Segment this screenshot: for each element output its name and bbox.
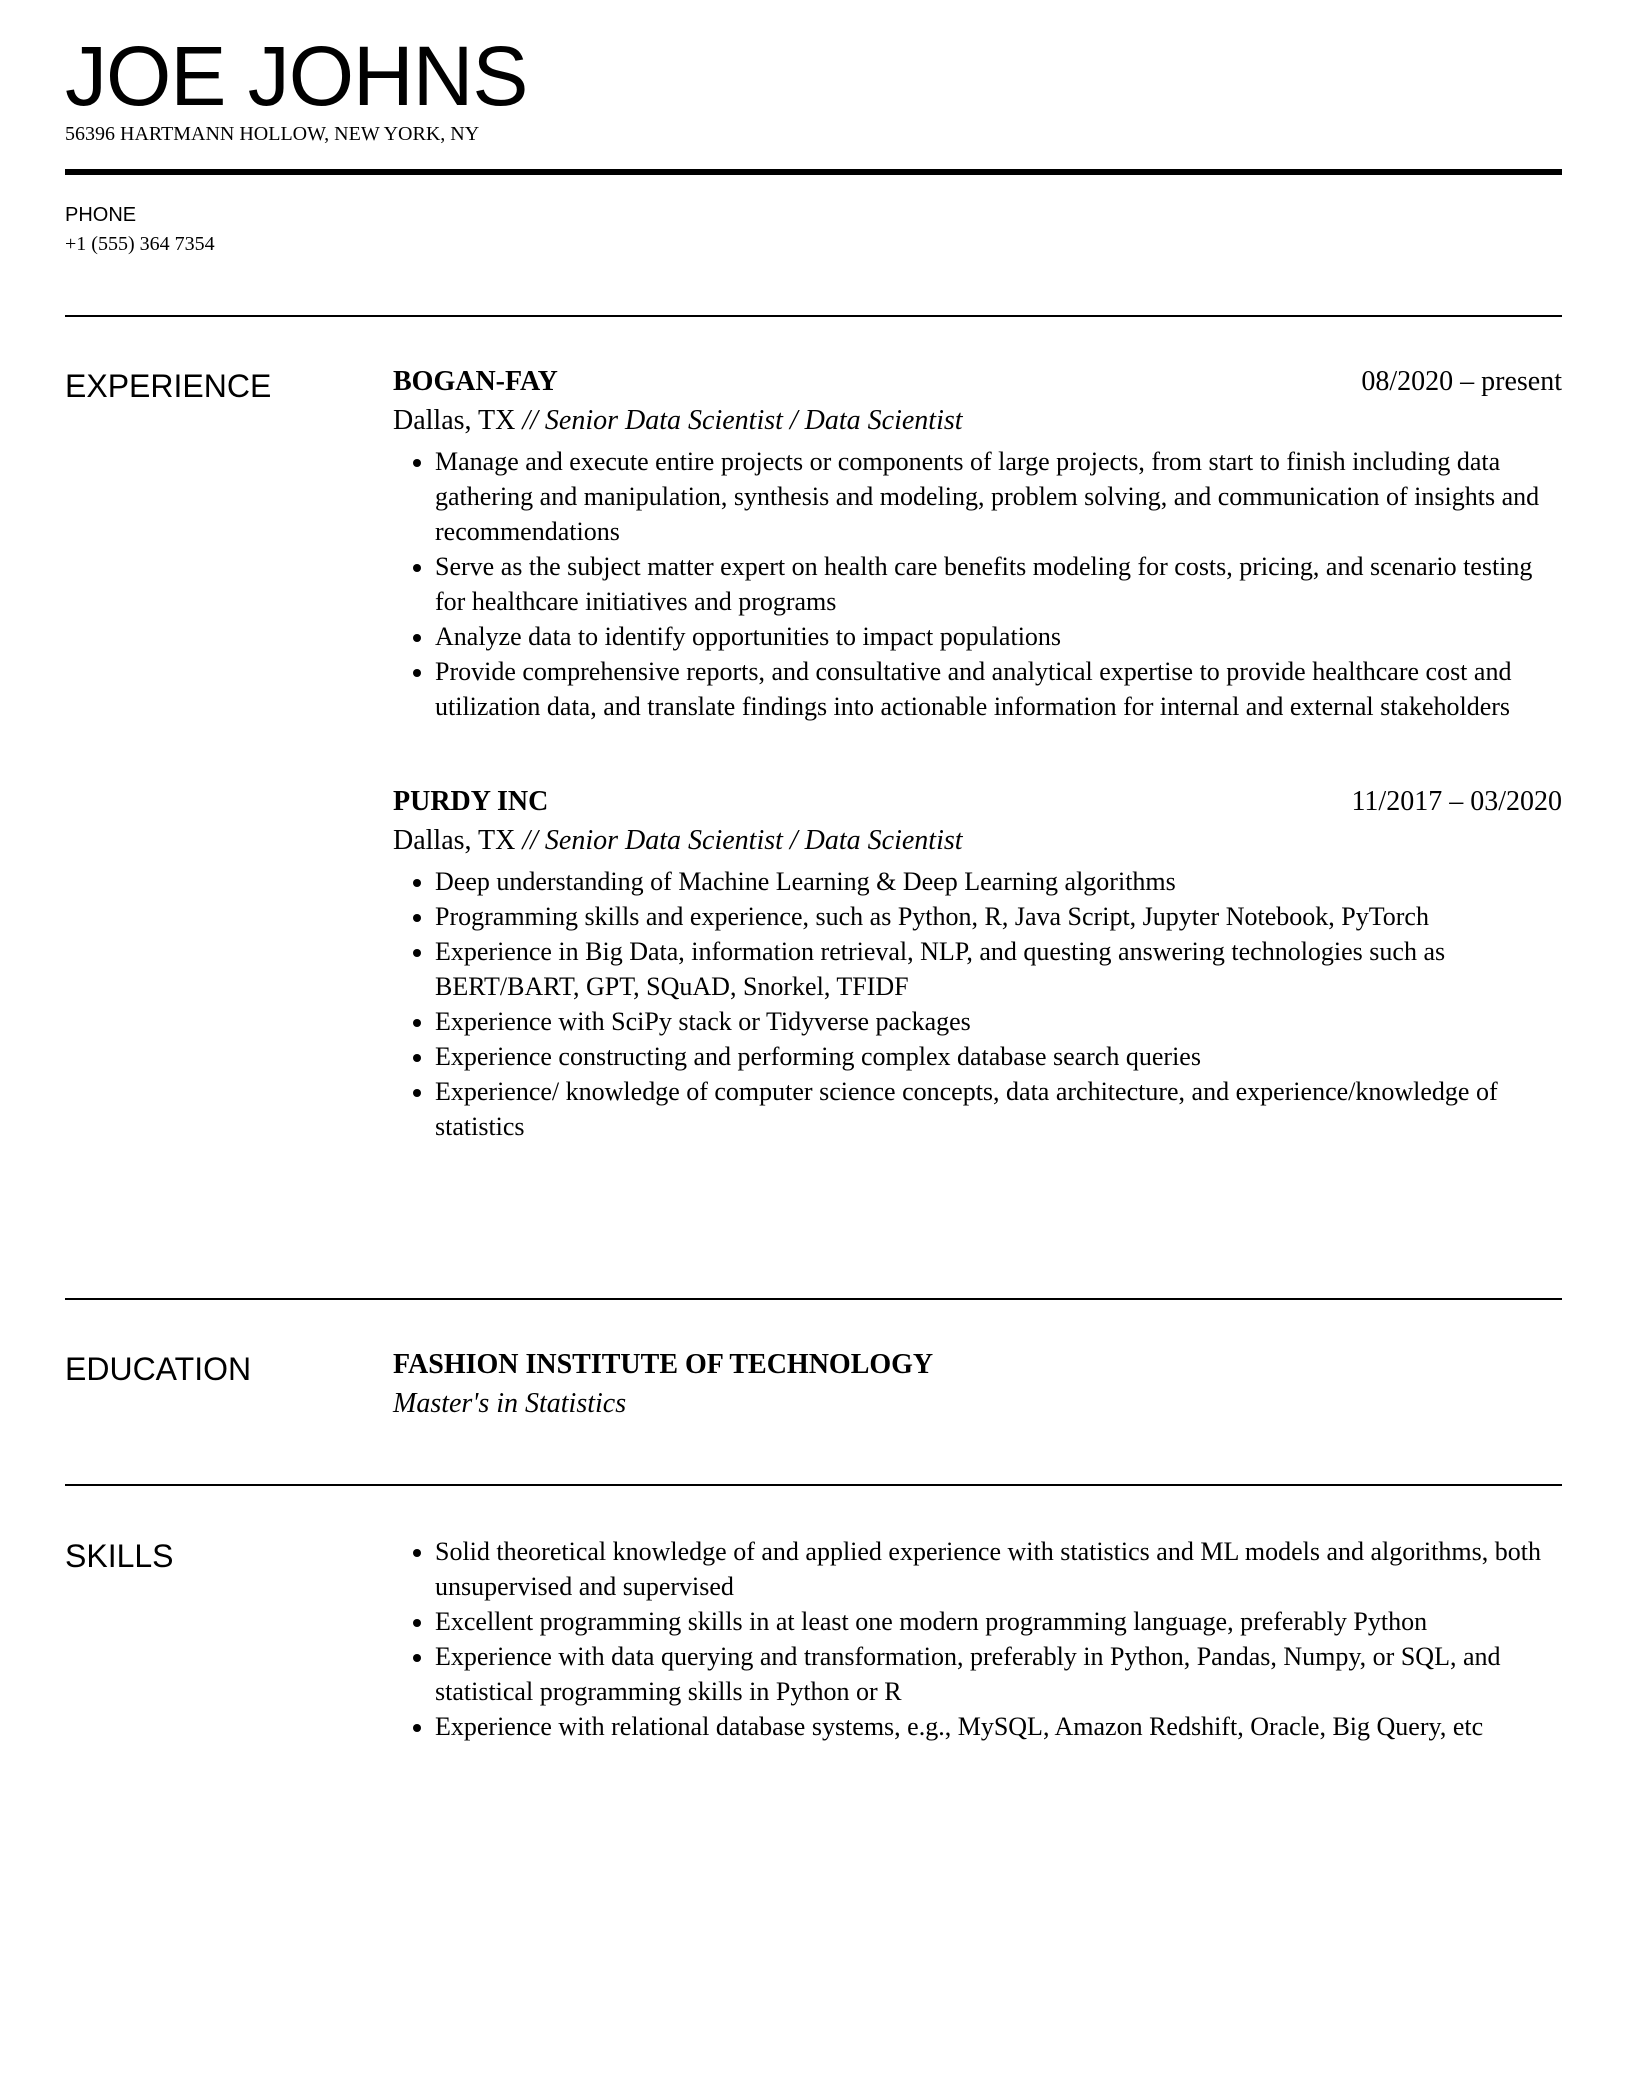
candidate-name: JOE JOHNS	[65, 29, 528, 123]
job-bullet: • Serve as the subject matter expert on health care benefits modeling for costs, pricing, and scenario testing for healthcare initiatives and programs	[435, 549, 1562, 619]
job-subline	[393, 822, 1562, 860]
skills-list	[393, 1534, 1562, 1744]
skills-title: SKILLS	[65, 1538, 174, 1574]
header-divider	[65, 169, 1562, 175]
education-title: EDUCATION	[65, 1351, 252, 1387]
job-role: Senior Data Scientist / Data Scientist	[544, 825, 963, 856]
skill-item: • Experience with relational database systems, e.g., MySQL, Amazon Redshift, Oracle, Big Query, etc	[435, 1709, 1562, 1744]
job-bullet: • Analyze data to identify opportunities to impact populations	[435, 619, 1562, 654]
job-company: BOGAN-FAY	[393, 366, 558, 397]
job-bullet: • Manage and execute entire projects or components of large projects, from start to finish including data gathering and manipulation, synthesis and modeling, problem solving, and communication of insights and recommendations	[435, 444, 1562, 549]
skill-item: • Excellent programming skills in at least one modern programming language, preferably Python	[435, 1604, 1562, 1639]
job-bullet: • Programming skills and experience, such as Python, R, Java Script, Jupyter Notebook, PyTorch	[435, 899, 1562, 934]
candidate-address: 56396 HARTMANN HOLLOW, NEW YORK, NY	[65, 123, 480, 145]
job-bullet: • Experience in Big Data, information retrieval, NLP, and questing answering technologies such as BERT/BART, GPT, SQuAD, Snorkel, TFIDF	[435, 934, 1562, 1004]
job-bullet: • Experience constructing and performing complex database search queries	[435, 1039, 1562, 1074]
job-subline	[393, 402, 1562, 440]
experience-title: EXPERIENCE	[65, 368, 272, 404]
section-divider	[65, 1298, 1562, 1300]
job-location: Dallas, TX	[393, 405, 516, 436]
skill-item: • Experience with data querying and transformation, preferably in Python, Pandas, Numpy, or SQL, and statistical programming skills in Python or R	[435, 1639, 1562, 1709]
job-role: Senior Data Scientist / Data Scientist	[544, 405, 963, 436]
job-separator: //	[515, 825, 545, 856]
section-divider	[65, 315, 1562, 317]
job-dates: 11/2017 – 03/2020	[1351, 786, 1562, 817]
job-bullets	[393, 444, 1562, 724]
phone-value: +1 (555) 364 7354	[65, 233, 215, 255]
job-location: Dallas, TX	[393, 825, 516, 856]
education-school: FASHION INSTITUTE OF TECHNOLOGY	[393, 1349, 934, 1380]
job-bullets	[393, 864, 1562, 1144]
job-bullet: • Deep understanding of Machine Learning & Deep Learning algorithms	[435, 864, 1562, 899]
job-separator: //	[515, 405, 545, 436]
job-dates: 08/2020 – present	[1361, 366, 1562, 397]
education-degree: Master's in Statistics	[393, 1388, 627, 1419]
phone-label: PHONE	[65, 204, 137, 226]
education-section	[393, 1347, 1562, 1423]
job-bullet: • Provide comprehensive reports, and consultative and analytical expertise to provide healthcare cost and utilization data, and translate findings into actionable information for internal and external stakeholders	[435, 654, 1562, 724]
section-divider	[65, 1484, 1562, 1486]
job-entry	[393, 364, 1562, 724]
skill-item: • Solid theoretical knowledge of and applied experience with statistics and ML models and algorithms, both unsupervised and supervised	[435, 1534, 1562, 1604]
job-entry	[393, 784, 1562, 1144]
job-company: PURDY INC	[393, 786, 549, 817]
job-bullet: • Experience with SciPy stack or Tidyverse packages	[435, 1004, 1562, 1039]
skills-section	[393, 1534, 1562, 1744]
experience-section	[393, 364, 1562, 1144]
job-bullet: • Experience/ knowledge of computer science concepts, data architecture, and experience/knowledge of statistics	[435, 1074, 1562, 1144]
